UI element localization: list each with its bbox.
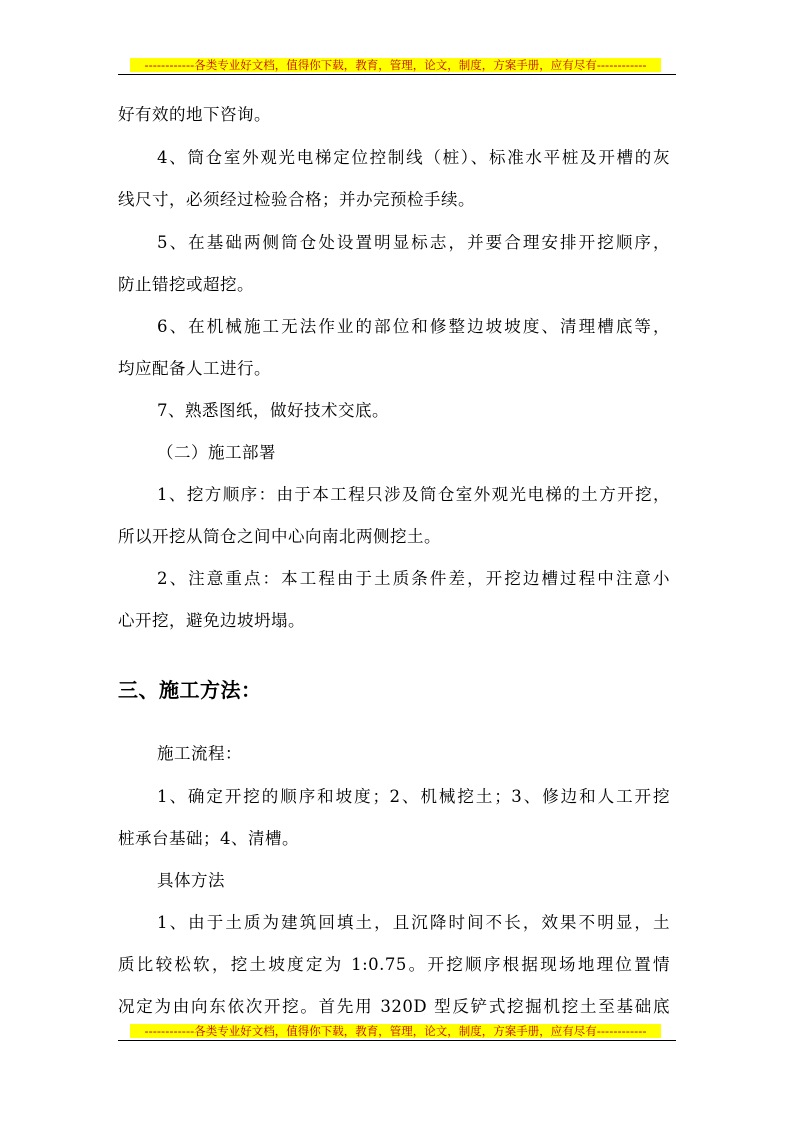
paragraph-line: 线尺寸，必须经过检验合格；并办完预检手续。 (118, 190, 475, 209)
paragraph-line: 防止错挖或超挖。 (118, 275, 254, 294)
paragraph-line: 好有效的地下咨询。 (118, 105, 271, 124)
paragraph-line: 1、由于土质为建筑回填土，且沉降时间不长，效果不明显，土 (157, 913, 670, 932)
paragraph-line: 7、熟悉图纸，做好技术交底。 (157, 401, 389, 420)
paragraph-line: 所以开挖从筒仓之间中心向南北两侧挖土。 (118, 527, 441, 546)
subsection-title: （二）施工部署 (157, 443, 276, 462)
paragraph-line: 具体方法 (157, 871, 225, 890)
header-rule (118, 74, 676, 75)
paragraph-line: 心开挖，避免边坡坍塌。 (118, 611, 305, 630)
paragraph-line: 均应配备人工进行。 (118, 359, 271, 378)
paragraph-line: 4、筒仓室外观光电梯定位控制线（桩）、标准水平桩及开槽的灰 (157, 148, 670, 167)
paragraph-line: 6、在机械施工无法作业的部位和修整边坡坡度、清理槽底等， (157, 317, 670, 336)
footer-banner: ------------各类专业好文档，值得你下载，教育，管理，论文，制度，方案手册，应有尽有------------ (130, 1024, 661, 1038)
paragraph-line: 5、在基础两侧筒仓处设置明显标志，并要合理安排开挖顺序， (157, 233, 670, 252)
paragraph-line: 1、确定开挖的顺序和坡度；2、机械挖土；3、修边和人工开挖 (157, 787, 670, 806)
header-banner: ------------各类专业好文档，值得你下载，教育，管理，论文，制度，方案手册，应有尽有------------ (130, 58, 661, 72)
paragraph-line: 1、挖方顺序：由于本工程只涉及筒仓室外观光电梯的土方开挖， (157, 485, 670, 504)
paragraph-line: 桩承台基础；4、清槽。 (118, 829, 299, 848)
paragraph-line: 况定为由向东依次开挖。首先用 320D 型反铲式挖掘机挖土至基础底 (118, 997, 670, 1016)
paragraph-line: 施工流程： (157, 744, 242, 763)
paragraph-line: 质比较松软，挖土坡度定为 1:0.75。开挖顺序根据现场地理位置情 (118, 955, 670, 974)
paragraph-line: 2、注意重点：本工程由于土质条件差，开挖边槽过程中注意小 (157, 569, 670, 588)
section-heading: 三、施工方法： (118, 678, 262, 702)
footer-rule (118, 1040, 676, 1041)
